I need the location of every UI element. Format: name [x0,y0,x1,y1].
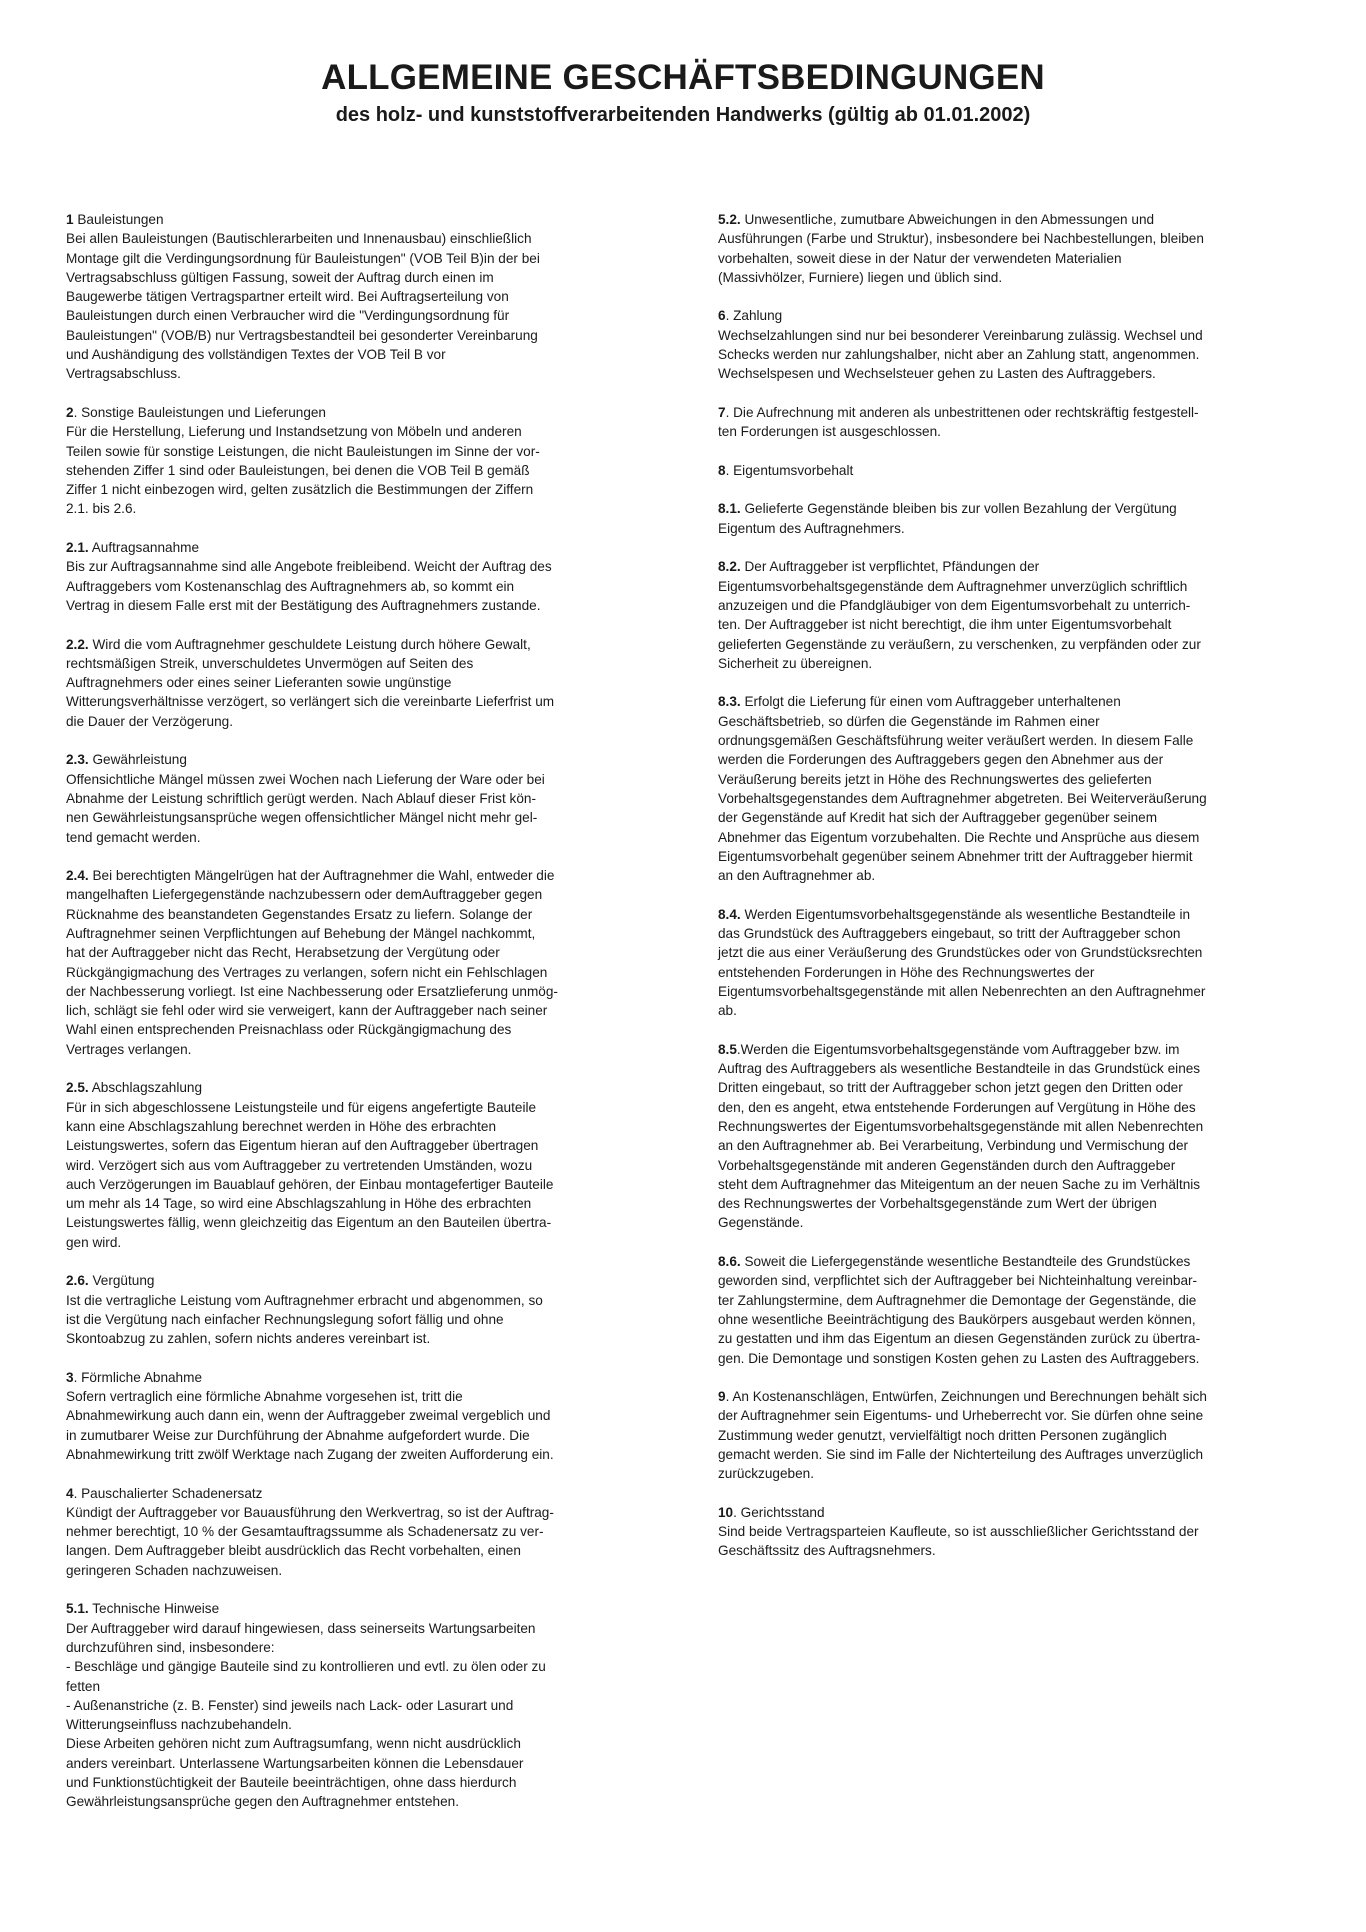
clause-number: 1 [66,212,74,227]
clause-lead-text: Wird die vom Auftragnehmer geschuldete Leistung durch höhere Gewalt, [88,636,531,652]
clause-heading [66,403,658,422]
clause-number: 4 [66,1485,74,1501]
clause-number: 7 [718,404,726,420]
clause-body: Für die Herstellung, Lieferung und Instandsetzung von Möbeln und anderen Teilen sowie für sonstige Leistungen, die nicht Bauleistungen im Sinne der vor- stehenden Ziffer 1 sind oder Bauleistungen, bei denen die VOB Teil B gemäß Ziffer 1 nicht einbezogen wird, gelten zusätzlich die Bestimmungen der Ziffern 2.1. bis 2.6. [66,424,540,517]
clause-heading [718,905,1306,924]
clause-lead-text: Werden Eigentumsvorbehaltsgegenstände als wesentliche Bestandteile in [740,906,1191,922]
clause-heading [718,403,1306,422]
clause-number: 6 [718,308,726,324]
clause-body: Eigentumsvorbehaltsgegenstände dem Auftragnehmer unverzüglich schriftlich anzuzeigen und die Pfandgläubiger von dem Eigentumsvorbehalt zu unterrich- ten. Der Auftraggeber ist nicht berechtigt, die ihm unter Eigentumsvorbehalt gelieferten Gegenstände zu veräußern, zu verschenken, zu verpfänden oder zur Sicherheit zu übereignen. [718,578,1201,671]
clause-body: Für in sich abgeschlossene Leistungsteile und für eigens angefertigte Bauteile kann eine Abschlagszahlung berechnet werden in Höhe des erbrachten Leistungswertes, sofern das Eigentum hieran auf den Auftraggeber übertragen wird. Verzögert sich aus vom Auftraggeber zu vertretenden Umständen, wozu auch Verzögerungen im Bauablauf gehören, der Einbau montagefertiger Bauteile um mehr als 14 Tage, so wird eine Abschlagszahlung in Höhe des erbrachten Leistungswertes fällig, wenn gleichzeitig das Eigentum an den Bauteilen übertra- gen wird. [66,1099,554,1250]
clause-number: 8.2. [718,559,741,575]
clause-section [66,210,658,384]
clause-heading [66,1368,658,1387]
clause-heading [66,1599,658,1618]
clause-heading [718,210,1306,229]
clause-title: Gewährleistung [88,752,187,768]
clause-heading [718,1387,1306,1406]
clause-heading [66,210,658,229]
clause-number: 5.2. [718,212,741,227]
clause-lead-text: Unwesentliche, zumutbare Abweichungen in den Abmessungen und [740,212,1155,227]
clause-section [66,1271,658,1348]
clause-section [718,306,1306,383]
clause-number: 2.3. [66,752,89,768]
clause-title: . Gerichtsstand [733,1504,825,1520]
clause-section [718,1387,1306,1483]
clause-title: . Eigentumsvorbehalt [725,462,854,478]
clause-section [66,1484,658,1580]
clause-section [718,1503,1306,1561]
clause-lead-text: . Die Aufrechnung mit anderen als unbestrittenen oder rechtskräftig festgestell- [725,404,1199,420]
clause-title: Vergütung [88,1273,155,1289]
clause-number: 2.4. [66,868,89,884]
clause-number: 8.1. [718,501,741,517]
clause-number: 10 [718,1504,734,1520]
document-title: ALLGEMEINE GESCHÄFTSBEDINGUNGEN [321,58,1045,97]
clause-lead-text: Erfolgt die Lieferung für einen vom Auftraggeber unterhaltenen [740,694,1121,710]
clause-lead-text: Gelieferte Gegenstände bleiben bis zur vollen Bezahlung der Vergütung [740,501,1177,517]
clause-section [718,557,1306,673]
clause-lead-text: Bei berechtigten Mängelrügen hat der Auftragnehmer die Wahl, entweder die [88,868,555,884]
clause-title: . Sonstige Bauleistungen und Lieferungen [73,404,326,420]
clause-body: der Auftragnehmer sein Eigentums- und Urheberrecht vor. Sie dürfen ohne seine Zustimmung weder genutzt, vervielfältigt noch dritten Personen zugänglich gemacht werden. Sie sind im Falle der Nichterteilung des Auftrages unverzüglich zurückzugeben. [718,1408,1204,1482]
clause-section [66,866,658,1059]
clause-body: Wechselzahlungen sind nur bei besonderer Vereinbarung zulässig. Wechsel und Schecks werden nur zahlungshalber, nicht aber an Zahlung statt, angenommen. Wechselspesen und Wechselsteuer gehen zu Lasten des Auftraggebers. [718,327,1203,382]
clause-number: 2.1. [66,540,89,556]
document-subtitle: des holz- und kunststoffverarbeitenden Handwerks (gültig ab 01.01.2002) [335,104,1031,126]
document-header [0,58,1366,128]
clause-section [66,1599,658,1811]
clause-number: 2.6. [66,1273,89,1289]
clause-section [66,1078,658,1252]
clause-section [718,692,1306,885]
clause-heading [718,461,1306,480]
clause-title: Auftragsannahme [88,540,200,556]
clause-section [66,403,658,519]
clause-section [66,1368,658,1464]
clause-section [718,461,1306,480]
clause-number: 8.5 [718,1041,737,1057]
clause-heading [718,692,1306,711]
clause-body: Geschäftsbetrieb, so dürfen die Gegenstände im Rahmen einer ordnungsgemäßen Geschäftsführung weiter veräußert werden. In diesem Falle werden die Forderungen des Auftraggebers gegen den Abnehmer aus der Veräußerung bereits jetzt in Höhe des Rechnungswertes des gelieferten Vorbehaltsgegenstandes dem Auftragnehmer abgetreten. Bei Weiterveräußerung der Gegenstände auf Kredit hat sich der Auftraggeber gegenüber seinem Abnehmer das Eigentum vorzubehalten. Die Rechte und Ansprüche aus diesem Eigentumsvorbehalt gegenüber seinem Abnehmer tritt der Auftraggeber hiermit an den Auftragnehmer ab. [718,713,1207,884]
clause-body: Sind beide Vertragsparteien Kaufleute, so ist ausschließlicher Gerichtsstand der Geschäftssitz des Auftragsnehmers. [718,1524,1199,1559]
clause-lead-text: .Werden die Eigentumsvorbehaltsgegenstände vom Auftraggeber bzw. im [736,1041,1180,1057]
clause-section [718,403,1306,442]
clause-heading [718,557,1306,576]
left-column [66,210,658,1831]
clause-lead-text: Soweit die Liefergegenstände wesentliche Bestandteile des Grundstückes [740,1254,1191,1270]
clause-heading [66,1078,658,1097]
clause-heading [66,866,658,885]
clause-heading [66,1484,658,1503]
clause-section [718,905,1306,1021]
clause-title: . Zahlung [725,308,783,324]
clause-heading [66,538,658,557]
clause-heading [66,635,658,654]
clause-body: ten Forderungen ist ausgeschlossen. [718,424,941,440]
clause-heading [718,1252,1306,1271]
clause-number: 9 [718,1389,726,1405]
clause-heading [66,750,658,769]
clause-number: 8 [718,462,726,478]
clause-body: Auftrag des Auftraggebers als wesentliche Bestandteile in das Grundstück eines Dritten eingebaut, so tritt der Auftraggeber schon jetzt gegen den Dritten oder den, den es angeht, etwa entstehende Forderungen auf Vergütung in Höhe des Rechnungswertes der Eigentumsvorbehaltsgegenstände mit allen Nebenrechten an den Auftragnehmer ab. Bei Verarbeitung, Verbindung und Vermischung der Vorbehaltsgegenstände mit anderen Gegenständen durch den Auftraggeber steht dem Auftragnehmer das Miteigentum an der neuen Sache zu im Verhältnis des Rechnungswertes der Vorbehaltsgegenstände zum Wert der übrigen Gegenstände. [718,1061,1204,1231]
clause-section [718,1040,1306,1233]
clause-heading [718,1040,1306,1059]
clause-body: Offensichtliche Mängel müssen zwei Wochen nach Lieferung der Ware oder bei Abnahme der Leistung schriftlich gerügt werden. Nach Ablauf dieser Frist kön- nen Gewährleistungsansprüche wegen offensichtlicher Mängel nicht mehr gel- tend gemacht werden. [66,771,545,845]
clause-section [66,635,658,731]
clause-number: 5.1. [66,1601,89,1617]
clause-body: Bis zur Auftragsannahme sind alle Angebote freibleibend. Weicht der Auftrag des Auftraggebers vom Kostenanschlag des Auftragnehmers ab, so kommt ein Vertrag in diesem Falle erst mit der Bestätigung des Auftragnehmers zustande. [66,559,552,613]
right-column [718,210,1306,1580]
clause-number: 8.3. [718,694,741,710]
clause-body: mangelhaften Liefergegenstände nachzubessern oder demAuftraggeber gegen Rücknahme des beanstandeten Gegenstandes Ersatz zu liefern. Solange der Auftragnehmer seinen Verpflichtungen auf Behebung der Mängel nachkommt, hat der Auftraggeber nicht das Recht, Herabsetzung der Vergütung oder Rückgängigmachung des Vertrages zu verlangen, sofern nicht ein Fehlschlagen der Nachbesserung vorliegt. Ist eine Nachbesserung oder Ersatzlieferung unmög- lich, schlägt sie fehl oder wird sie verweigert, kann der Auftraggeber nach seiner Wahl einen entsprechenden Preisnachlass oder Rückgängigmachung des Vertrages verlangen. [66,887,558,1057]
clause-number: 3 [66,1369,74,1385]
clause-lead-text: . An Kostenanschlägen, Entwürfen, Zeichnungen und Berechnungen behält sich [725,1389,1207,1405]
clause-section [66,750,658,846]
clause-section [718,1252,1306,1368]
clause-section [718,499,1306,538]
clause-title: . Pauschalierter Schadenersatz [73,1485,263,1501]
clause-body: rechtsmäßigen Streik, unverschuldetes Unvermögen auf Seiten des Auftragnehmers oder eines seiner Lieferanten sowie ungünstige Witterungsverhältnisse verzögert, so verlängert sich die vereinbarte Lieferfrist um die Dauer der Verzögerung. [66,655,555,729]
clause-number: 2.5. [66,1080,89,1096]
clause-body: das Grundstück des Auftraggebers eingebaut, so tritt der Auftraggeber schon jetzt die aus einer Veräußerung des Grundstückes oder von Grundstücksrechten entstehenden Forderungen in Höhe des Rechnungswertes der Eigentumsvorbehaltsgegenstände mit allen Nebenrechten an den Auftragnehmer ab. [718,925,1206,1019]
clause-heading [718,306,1306,325]
clause-body: Sofern vertraglich eine förmliche Abnahme vorgesehen ist, tritt die Abnahmewirkung auch dann ein, wenn der Auftraggeber zweimal vergeblich und in zumutbarer Weise zur Durchführung der Abnahme aufgefordert wurde. Die Abnahmewirkung tritt zwölf Werktage nach Zugang der zweiten Aufforderung ein. [66,1389,554,1462]
clause-number: 2.2. [66,636,89,652]
clause-section [718,210,1306,287]
clause-section [66,538,658,615]
clause-body: geworden sind, verpflichtet sich der Auftraggeber bei Nichteinhaltung vereinbar- ter Zahlungstermine, dem Auftragnehmer die Demontage der Gegenstände, die ohne wesentliche Beeinträchtigung des Baukörpers ausgebaut werden können, zu gestatten und ihm das Eigentum an diesen Gegenständen zurück zu übertra- gen. Die Demontage und sonstigen Kosten gehen zu Lasten des Auftraggebers. [718,1273,1201,1366]
clause-number: 2 [66,404,74,420]
clause-heading [718,499,1306,518]
clause-lead-text: Der Auftraggeber ist verpflichtet, Pfändungen der [740,559,1040,575]
clause-body: Ist die vertragliche Leistung vom Auftragnehmer erbracht und abgenommen, so ist die Vergütung nach einfacher Rechnungslegung sofort fällig und ohne Skontoabzug zu zahlen, sofern nichts anderes vereinbart ist. [66,1292,543,1347]
clause-body: Kündigt der Auftraggeber vor Bauausführung den Werkvertrag, so ist der Auftrag- nehmer berechtigt, 10 % der Gesamtauftragssumme als Schadenersatz zu ver- langen. Dem Auftraggeber bleibt ausdrücklich das Recht vorbehalten, einen geringeren Schaden nachzuweisen. [66,1504,554,1578]
clause-title: Abschlagszahlung [88,1080,203,1096]
clause-body: Bei allen Bauleistungen (Bautischlerarbeiten und Innenausbau) einschließlich Montage gilt die Verdingungsordnung für Bauleistungen" (VOB Teil B)in der bei Vertragsabschluss gültigen Fassung, soweit der Auftrag durch einen im Baugewerbe tätigen Vertragspartner erteilt wird. Bei Auftragserteilung von Bauleistungen durch einen Verbraucher wird die "Verdingungsordnung für Bauleistungen" (VOB/B) nur Vertragsbestandteil bei gesonderter Vereinbarung und Aushändigung des vollständigen Textes der VOB Teil B vor Vertragsabschluss. [66,231,540,382]
clause-body: Ausführungen (Farbe und Struktur), insbesondere bei Nachbestellungen, bleiben vorbehalten, soweit diese in der Natur der verwendeten Materialien (Massivhölzer, Furniere) liegen und üblich sind. [718,231,1204,285]
clause-title: Bauleistungen [73,212,164,227]
clause-title: Technische Hinweise [88,1601,220,1617]
clause-heading [66,1271,658,1290]
clause-title: . Förmliche Abnahme [73,1369,203,1385]
clause-heading [718,1503,1306,1522]
clause-number: 8.6. [718,1254,741,1270]
clause-body: Der Auftraggeber wird darauf hingewiesen, dass seinerseits Wartungsarbeiten durchzuführen sind, insbesondere: - Beschläge und gängige Bauteile sind zu kontrollieren und evtl. zu ölen oder zu fetten - Außenanstriche (z. B. Fenster) sind jeweils nach Lack- oder Lasurart und Witterungseinfluss nachzubehandeln. Diese Arbeiten gehören nicht zum Auftragsumfang, wenn nicht ausdrücklich anders vereinbart. Unterlassene Wartungsarbeiten können die Lebensdauer und Funktionstüchtigkeit der Bauteile beeinträchtigen, ohne dass hierdurch Gewährleistungsansprüche gegen den Auftragnehmer entstehen. [66,1620,546,1810]
clause-body: Eigentum des Auftragnehmers. [718,520,905,536]
clause-number: 8.4. [718,906,741,922]
